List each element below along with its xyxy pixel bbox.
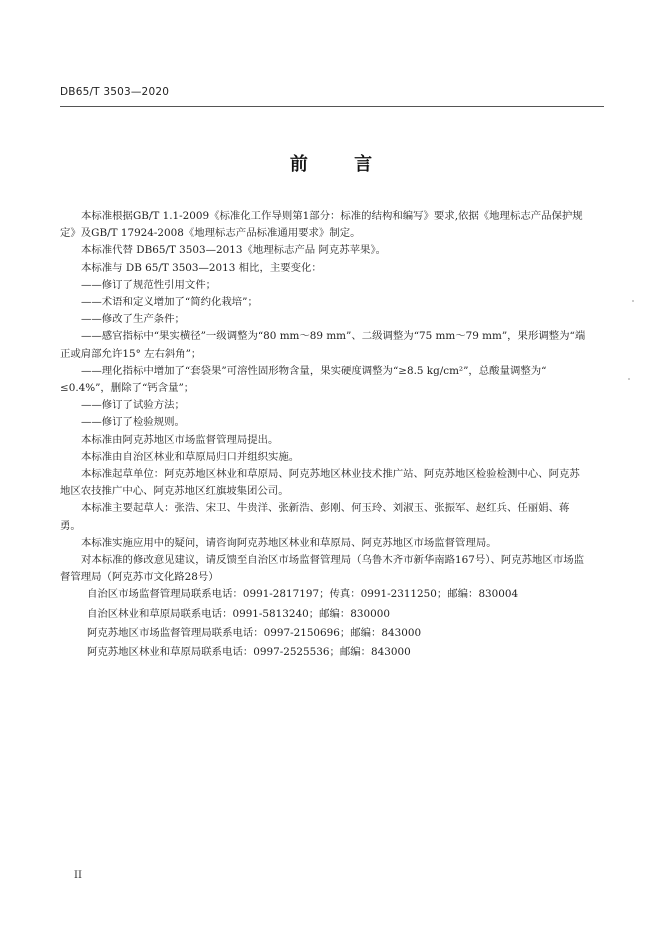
change-item: ——修订了检验规则。 xyxy=(81,416,185,429)
change-item: ——修订了规范性引用文件； xyxy=(81,278,217,291)
paragraph-replaces: 本标准代替 DB65/T 3503—2013《地理标志产品 阿克苏苹果》。 xyxy=(81,244,387,257)
paragraph-basis: 本标准根据GB/T 1.1-2009《标准化工作导则第1部分：标准的结构和编写》要求,依据《地理标志产品保护规定》及GB/T 17924-2008《地理标志产品标准通用要求》制定。 xyxy=(60,210,583,240)
paragraph-drafters: 本标准主要起草人：张浩、宋卫、牛贵洋、张新浩、彭刚、何玉玲、刘淑玉、张振军、赵红兵、任丽娟、蒋勇。 xyxy=(60,502,570,532)
scan-speck xyxy=(628,378,630,380)
foreword-body xyxy=(60,208,590,661)
change-item: ——理化指标中增加了“套袋果”可溶性固形物含量，果实硬度调整为“≥8.5 kg/cm²”，总酸量调整为“ ≤0.4%”，删除了“钙含量”； xyxy=(60,364,547,395)
change-item: ——术语和定义增加了“简约化栽培”； xyxy=(81,296,258,309)
contact-line: 阿克苏地区林业和草原局联系电话：0997-2525536；邮编：843000 xyxy=(87,646,411,659)
change-item: ——修订了试验方法； xyxy=(81,399,185,412)
paragraph-drafting-units: 本标准起草单位：阿克苏地区林业和草原局、阿克苏地区林业技术推广站、阿克苏地区检验检测中心、阿克苏地区农技推广中心、阿克苏地区红旗坡集团公司。 xyxy=(60,468,580,498)
scan-speck xyxy=(632,300,634,302)
change-item: ——修改了生产条件； xyxy=(81,313,185,326)
paragraph-administrator: 本标准由自治区林业和草原局归口并组织实施。 xyxy=(81,450,300,463)
paragraph-proposer: 本标准由阿克苏地区市场监督管理局提出。 xyxy=(81,433,279,446)
contact-line: 自治区市场监督管理局联系电话：0991-2817197；传真：0991-2311250；邮编：830004 xyxy=(87,588,519,601)
standard-code: DB65/T 3503—2020 xyxy=(60,86,170,98)
paragraph-feedback: 对本标准的修改意见建议，请反馈至自治区市场监督管理局（乌鲁木齐市新华南路167号）、阿克苏地区市场监督管理局（阿克苏市文化路28号） xyxy=(60,554,584,584)
page-number: II xyxy=(74,870,82,881)
contact-line: 自治区林业和草原局联系电话：0991-5813240；邮编：830000 xyxy=(87,607,390,620)
page-title: 前 言 xyxy=(289,154,393,175)
header-divider xyxy=(60,106,604,107)
change-item: ——感官指标中“果实横径”一级调整为“80 mm～89 mm”、二级调整为“75 mm～79 mm”，果形调整为“端正或肩部允许15° 左右斜角”； xyxy=(60,330,586,360)
paragraph-inquiries: 本标准实施应用中的疑问，请咨询阿克苏地区林业和草原局、阿克苏地区市场监督管理局。 xyxy=(81,536,497,549)
paragraph-changes-intro: 本标准与 DB 65/T 3503—2013 相比，主要变化： xyxy=(81,261,322,274)
contact-line: 阿克苏地区市场监督管理局联系电话：0997-2150696；邮编：843000 xyxy=(87,626,422,639)
